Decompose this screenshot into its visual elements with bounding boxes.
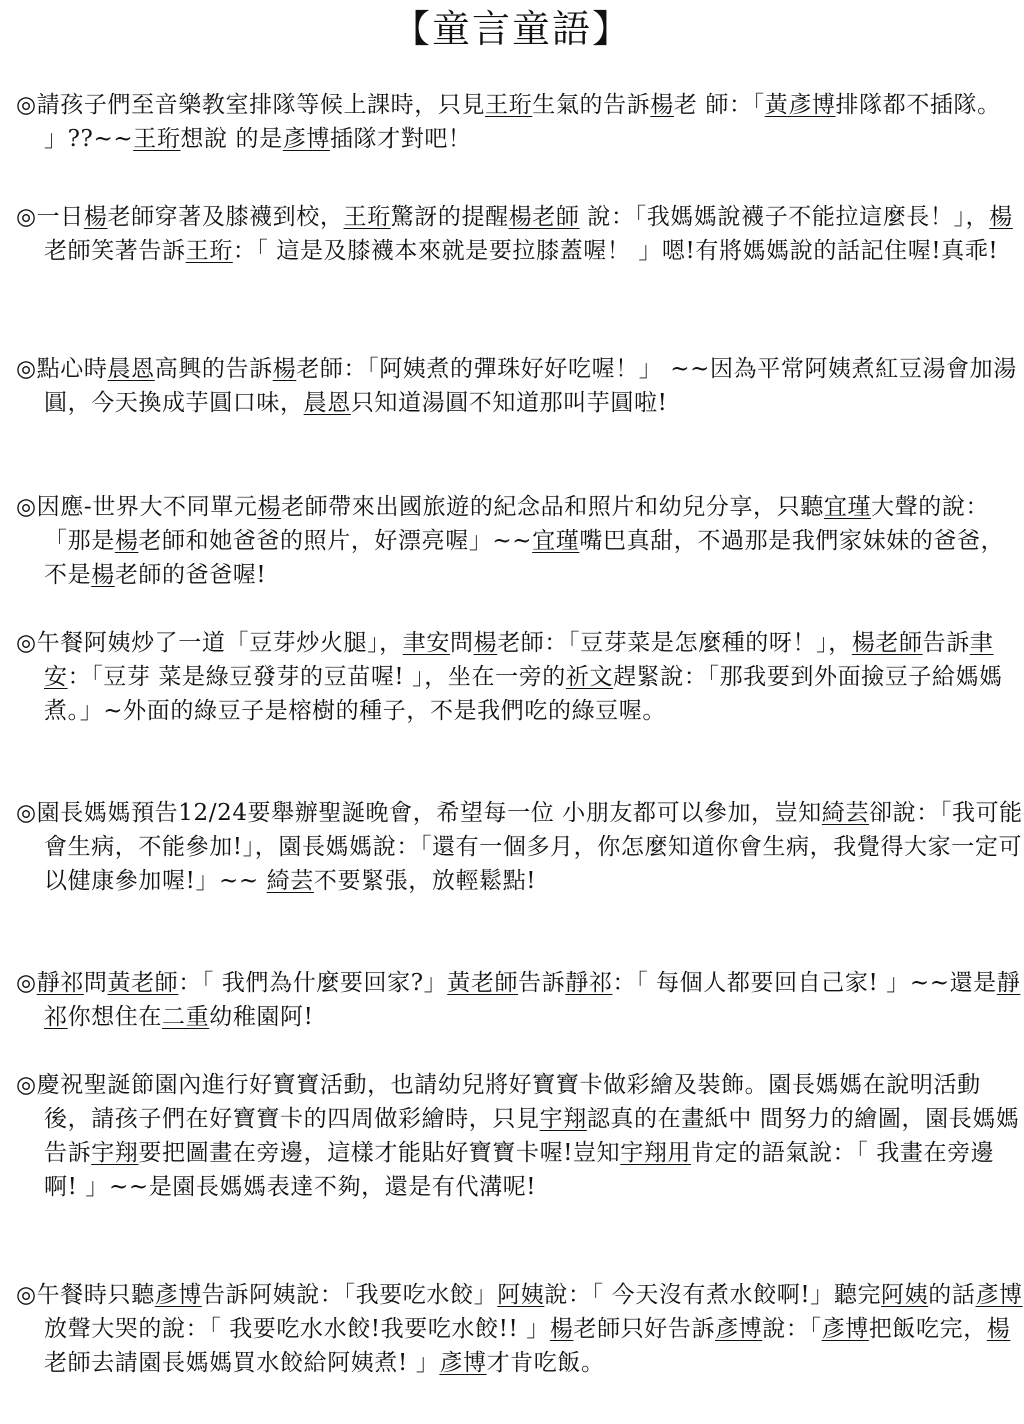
underlined-name: 王珩	[485, 92, 533, 118]
anecdote-entry	[16, 626, 1024, 728]
entry-text: 告訴阿姨說：「我要吃水餃」	[201, 1282, 498, 1308]
anecdote-entry	[16, 796, 1024, 898]
entry-text: 才肯吃飯。	[486, 1350, 605, 1376]
entry-text: 想說 的是	[180, 126, 283, 152]
page-title: 【童言童語】	[391, 7, 632, 51]
underlined-name: 靜祁	[565, 970, 613, 996]
entry-text: 老師的爸爸喔!	[114, 562, 267, 588]
entry-text: 卻說：「我可能會生病，不能參加!」，園長媽媽說：「還有一個多月，你怎麼知道你會生病，我覺得大家一定可以健康參加喔!」~~	[44, 800, 1023, 894]
entry-text: 生氣的告訴	[532, 92, 651, 118]
underlined-name: 楊	[272, 356, 297, 382]
entry-text: 告訴	[518, 970, 566, 996]
underlined-name: 王珩	[185, 238, 233, 264]
underlined-name: 楊	[91, 562, 115, 588]
entry-text: 肯定的語氣說：「 我畫在旁邊啊! 」~~是園長媽媽表達不夠，還是有代溝呢!	[44, 1140, 995, 1200]
entry-text: 放聲大哭的說：「 我要吃水水餃!我要吃水餃!! 」	[44, 1316, 550, 1342]
underlined-name: 彥博	[154, 1282, 202, 1308]
entry-text: ◎因應-世界大不同單元	[16, 494, 258, 520]
entry-text: 你想住在	[67, 1004, 163, 1030]
entry-text: 老師笑著告訴	[44, 238, 186, 264]
underlined-name: 楊	[650, 92, 674, 118]
underlined-name: 阿姨	[497, 1282, 545, 1308]
entry-text: 驚訝的提醒	[390, 204, 509, 230]
entry-text: 告訴	[922, 630, 970, 656]
underlined-name: 宇翔	[91, 1140, 139, 1166]
underlined-name: 二重	[162, 1004, 210, 1030]
entry-text: 問	[83, 970, 108, 996]
underlined-name: 彥博	[715, 1316, 763, 1342]
underlined-name: 黃彥博	[764, 92, 836, 118]
entry-text: 插隊才對吧！	[329, 126, 472, 152]
entry-text: 老師和她爸爸的照片，好漂亮喔」~~	[138, 528, 533, 554]
underlined-name: 楊	[257, 494, 282, 520]
anecdote-entry	[16, 352, 1024, 420]
entry-text: 問	[449, 630, 474, 656]
underlined-name: 晨恩	[107, 356, 155, 382]
entry-text: ：「 每個人都要回自己家! 」~~還是	[612, 970, 997, 996]
underlined-name: 綺芸	[266, 868, 314, 894]
entry-text: 的話	[928, 1282, 976, 1308]
entry-text: 不要緊張，放輕鬆點!	[313, 868, 537, 894]
underlined-name: 王珩	[133, 126, 181, 152]
entry-text: 老師：「阿姨煮的彈珠好好吃喔！」 ~~因為平常阿姨煮紅豆湯會加湯圓，今天換成芋圓口味，	[44, 356, 1017, 416]
entry-text: 要把圖畫在旁邊，這樣才能貼好寶寶卡喔!豈知	[138, 1140, 621, 1166]
anecdote-entry	[16, 88, 1024, 156]
underlined-name: 楊老師	[851, 630, 923, 656]
underlined-name: 靜祁	[36, 970, 84, 996]
entry-text: 嘴巴真甜，不過那是我們家妹妹的爸爸，不是	[44, 528, 1005, 588]
entry-text: ：「豆芽 菜是綠豆發芽的豆苗喔! 」，坐在一旁的	[67, 664, 566, 690]
entry-text: 高興的告訴	[154, 356, 273, 382]
entry-text: 把飯吃完，	[868, 1316, 987, 1342]
entry-text: 只知道湯圓不知道那叫芋圓啦!	[350, 390, 668, 416]
underlined-name: 宜瑾	[823, 494, 872, 520]
underlined-name: 聿安	[44, 630, 994, 690]
entry-text: ：「 這是及膝襪本來就是要拉膝蓋喔！ 」嗯!有將媽媽說的話記住喔!真乖!	[232, 238, 999, 264]
underlined-name: 王珩	[343, 204, 391, 230]
underlined-name: 黃老師	[447, 970, 519, 996]
entry-text: 老 師：「	[673, 92, 765, 118]
entry-text: 老師帶來出國旅遊的紀念品和照片和幼兒分享，只聽	[281, 494, 824, 520]
entry-text: ◎午餐時只聽	[16, 1282, 155, 1308]
underlined-name: 綺芸	[821, 800, 870, 826]
entry-text: ◎慶祝聖誕節園內進行好寶寶活動，也請幼兒將好寶寶卡做彩繪及裝飾。園長媽媽在說明活動後，請孩子們在好寶寶卡的四周做彩繪時，只見	[16, 1072, 981, 1132]
underlined-name: 楊	[473, 630, 498, 656]
underlined-name: 彥博	[975, 1282, 1023, 1308]
entry-text: ◎請孩子們至音樂教室排隊等候上課時，只見	[16, 92, 486, 118]
entry-text: 排隊都不插隊。 」??~~	[44, 92, 1001, 152]
underlined-name: 聿安	[402, 630, 450, 656]
underlined-name: 彥博	[439, 1350, 487, 1376]
underlined-name: 黃老師	[107, 970, 179, 996]
entry-text: 老師穿著及膝襪到校，	[107, 204, 344, 230]
underlined-name: 祈文	[565, 664, 614, 690]
entry-text: 說：「 今天沒有煮水餃啊!」聽完	[544, 1282, 882, 1308]
anecdote-entry	[16, 490, 1024, 592]
underlined-name: 晨恩	[303, 390, 351, 416]
underlined-name: 楊	[114, 528, 139, 554]
underlined-name: 彥博	[282, 126, 330, 152]
entry-text: 大聲的說：「那是	[44, 494, 990, 554]
entry-text: 趕緊說：「那我要到外面撿豆子給媽媽煮。」~外面的綠豆子是榕樹的種子，不是我們吃的綠豆喔。	[44, 664, 1003, 724]
entry-text: 老師：「豆芽菜是怎麼種的呀！」，	[497, 630, 852, 656]
entry-text: ◎一日	[16, 204, 84, 230]
entry-text: 認真的在畫紙中 間努力的繪圖，園長媽媽告訴	[44, 1106, 1020, 1166]
underlined-name: 彥博	[821, 1316, 869, 1342]
underlined-name: 阿姨	[881, 1282, 929, 1308]
anecdote-entry	[16, 1068, 1024, 1204]
underlined-name: 楊	[989, 204, 1013, 230]
entry-text: 老師只好告訴	[573, 1316, 716, 1342]
entry-text: ◎點心時	[16, 356, 108, 382]
entry-text: ◎	[16, 970, 37, 996]
anecdote-entry	[16, 200, 1024, 268]
entry-text: 說：「	[762, 1316, 822, 1342]
underlined-name: 楊	[549, 1316, 574, 1342]
entry-text: 說：「我媽媽說襪子不能拉這麼長！」，	[579, 204, 990, 230]
entry-text: 幼稚園阿!	[209, 1004, 314, 1030]
underlined-name: 楊	[986, 1316, 1011, 1342]
anecdote-entry	[16, 1278, 1024, 1380]
entry-text: ◎園長媽媽預告12/24要舉辦聖誕晚會，希望每一位 小朋友都可以參加，豈知	[16, 800, 822, 826]
entry-text: ◎午餐阿姨炒了一道「豆芽炒火腿」，	[16, 630, 403, 656]
underlined-name: 宜瑾	[532, 528, 580, 554]
underlined-name: 楊老師	[508, 204, 580, 230]
entry-text: ：「 我們為什麼要回家?」	[178, 970, 448, 996]
underlined-name: 楊	[83, 204, 108, 230]
underlined-name: 靜祁	[44, 970, 1021, 1030]
underlined-name: 宇翔	[539, 1106, 587, 1132]
underlined-name: 宇翔用	[620, 1140, 692, 1166]
anecdote-entry	[16, 966, 1024, 1034]
entry-text: 老師去請園長媽媽買水餃給阿姨煮! 」	[44, 1350, 440, 1376]
